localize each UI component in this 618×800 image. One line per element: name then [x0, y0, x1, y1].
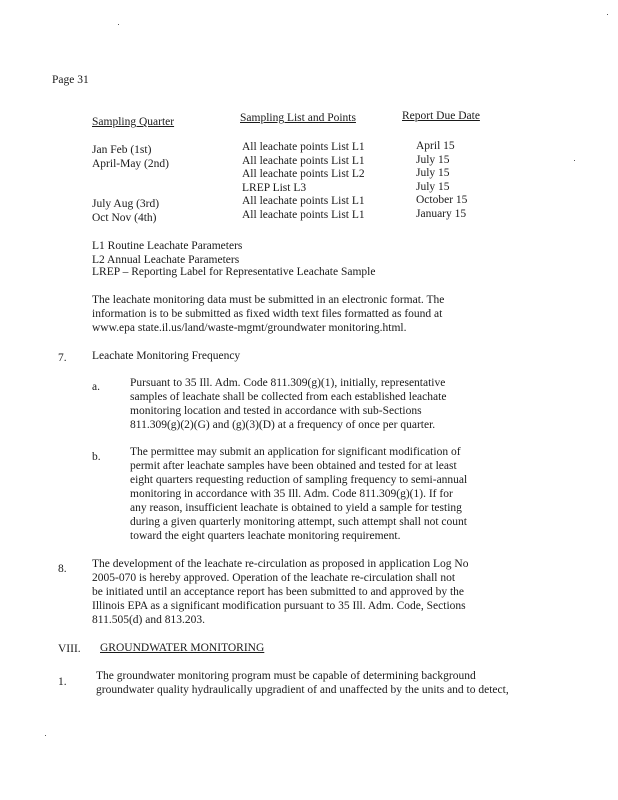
cell-quarter: April-May (2nd): [92, 158, 169, 170]
item-b-label: b.: [92, 451, 101, 463]
header-sampling-quarter: Sampling Quarter: [92, 116, 175, 128]
cell-quarter: Jan Feb (1st): [92, 144, 152, 156]
section-1-line: The groundwater monitoring program must be capable of determining background: [96, 670, 476, 682]
section-8-line: 2005-070 is hereby approved. Operation of the leachate re-circulation shall not: [92, 572, 456, 584]
section-7-title: Leachate Monitoring Frequency: [92, 350, 241, 362]
item-b-line: during a given quarterly monitoring attempt, such attempt shall not count: [130, 516, 467, 528]
electronic-note-line: www.epa state.il.us/land/waste-mgmt/groundwater monitoring.html.: [92, 322, 407, 334]
cell-due: April 15: [416, 140, 455, 152]
item-b-line: The permittee may submit an application for significant modification of: [130, 446, 461, 458]
legend-l2: L2 Annual Leachate Parameters: [92, 254, 240, 266]
item-b-line: permit after leachate samples have been obtained and tested for at least: [130, 460, 457, 472]
section-8-line: be initiated until an acceptance report has been submitted to and approved by the: [92, 586, 465, 598]
cell-list: All leachate points List L1: [242, 141, 365, 153]
scan-speck: [574, 160, 575, 161]
section-7-number: 7.: [58, 352, 67, 364]
cell-quarter: July Aug (3rd): [92, 198, 160, 210]
item-b-line: eight quarters requesting reduction of sampling frequency to semi-annual: [130, 474, 468, 486]
item-a-line: samples of leachate shall be collected from each established leachate: [130, 391, 447, 403]
scan-speck: [118, 24, 119, 25]
item-b-line: toward the eight quarters leachate monitoring requirement.: [130, 530, 401, 542]
cell-list: All leachate points List L1: [242, 209, 365, 221]
section-8-line: 811.505(d) and 813.203.: [92, 614, 205, 626]
item-b-line: any reason, insufficient leachate is obtained to yield a sample for testing: [130, 502, 462, 514]
legend-l1: L1 Routine Leachate Parameters: [92, 240, 243, 252]
item-a-label: a.: [92, 381, 100, 393]
section-8-line: Illinois EPA as a significant modification pursuant to 35 Ill. Adm. Code, Sections: [92, 600, 466, 612]
item-a-line: monitoring location and tested in accordance with sub-Sections: [130, 405, 422, 417]
legend-lrep: LREP – Reporting Label for Representative Leachate Sample: [92, 266, 376, 278]
cell-due: July 15: [416, 181, 450, 193]
page-number: Page 31: [52, 74, 89, 86]
cell-list: All leachate points List L2: [242, 168, 365, 180]
scan-speck: [45, 735, 46, 736]
cell-due: October 15: [416, 194, 468, 206]
section-viii-title: GROUNDWATER MONITORING: [100, 642, 265, 654]
cell-quarter: Oct Nov (4th): [92, 212, 157, 224]
electronic-note-line: The leachate monitoring data must be submitted in an electronic format. The: [92, 294, 445, 306]
scan-speck: [607, 14, 608, 15]
section-8-number: 8.: [58, 563, 67, 575]
cell-list: LREP List L3: [242, 182, 307, 194]
electronic-note-line: information is to be submitted as fixed width text files formatted as found at: [92, 308, 443, 320]
section-1-number: 1.: [58, 676, 67, 688]
item-a-line: Pursuant to 35 Ill. Adm. Code 811.309(g)(1), initially, representative: [130, 377, 446, 389]
cell-due: July 15: [416, 167, 450, 179]
section-1-line: groundwater quality hydraulically upgradient of and unaffected by the units and to detect,: [96, 684, 509, 696]
cell-list: All leachate points List L1: [242, 195, 365, 207]
cell-list: All leachate points List L1: [242, 155, 365, 167]
cell-due: January 15: [416, 208, 467, 220]
header-sampling-list: Sampling List and Points: [240, 112, 356, 124]
header-report-due: Report Due Date: [402, 110, 480, 122]
section-viii-number: VIII.: [58, 643, 81, 655]
item-b-line: monitoring in accordance with 35 Ill. Adm. Code 811.309(g)(1). If for: [130, 488, 453, 500]
section-8-line: The development of the leachate re-circulation as proposed in application Log No: [92, 558, 469, 570]
item-a-line: 811.309(g)(2)(G) and (g)(3)(D) at a frequency of once per quarter.: [130, 419, 436, 431]
cell-due: July 15: [416, 154, 450, 166]
